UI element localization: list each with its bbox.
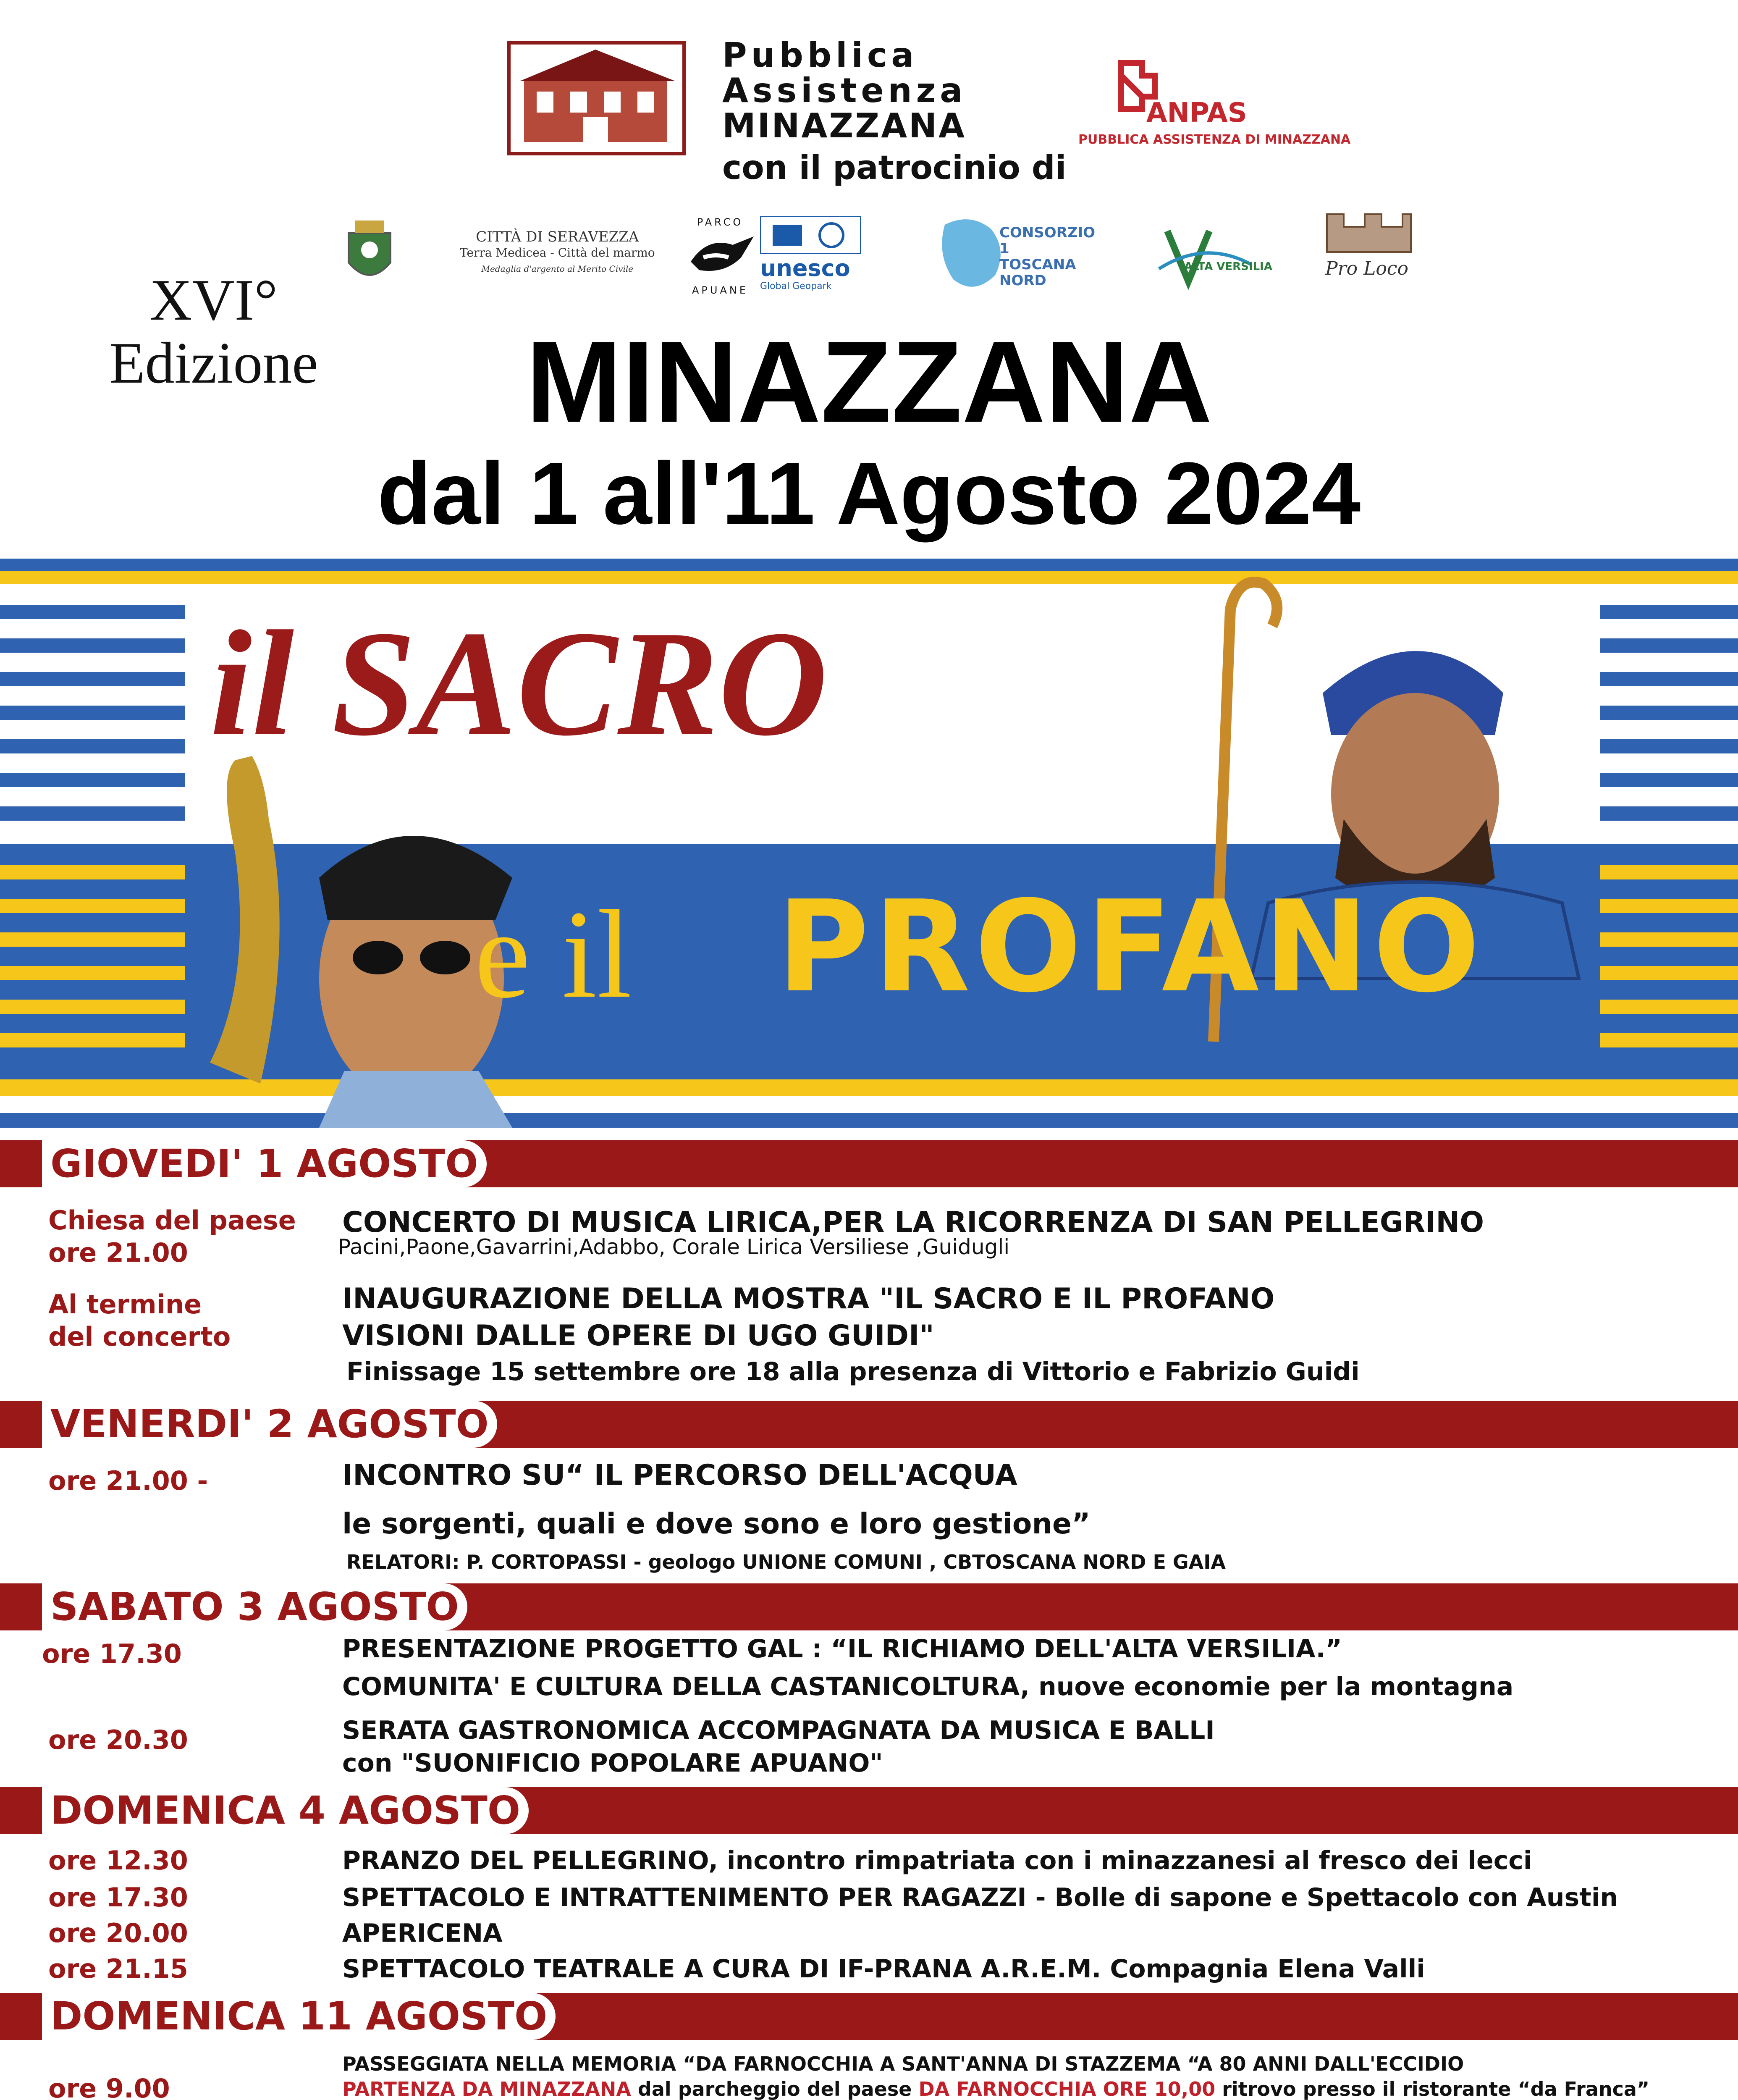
pro-loco-text: Pro Loco [1325, 258, 1408, 279]
day3-event-2b: con "SUONIFICIO POPOLARE APUANO" [342, 1748, 883, 1778]
org-line-3: MINAZZANA [722, 106, 967, 145]
day-label-5: DOMENICA 11 AGOSTO [42, 1993, 556, 2040]
castle-icon [1319, 206, 1415, 256]
day5-partenza: PARTENZA DA MINAZZANA [342, 2078, 631, 2100]
day-label-4: DOMENICA 4 AGOSTO [42, 1787, 529, 1834]
day2-time-1: ore 21.00 - [48, 1465, 208, 1496]
parco-apuane-logo [682, 216, 758, 300]
day4-event-3: APERICENA [342, 1919, 503, 1948]
day5-event-1a: PASSEGGIATA NELLA MEMORIA “DA FARNOCCHIA A SANT'ANNA DI STAZZEMA “A 80 ANNI DALL'ECCIDIO [342, 2053, 1464, 2075]
day-label-1: GIOVEDI' 1 AGOSTO [42, 1140, 487, 1187]
tuscany-map-icon [936, 212, 1008, 296]
consorzio-logo [936, 212, 1096, 296]
day4-time-4: ore 21.15 [48, 1953, 188, 1984]
day-label-2: VENERDI' 2 AGOSTO [42, 1401, 497, 1448]
day4-event-2: SPETTACOLO E INTRATTENIMENTO PER RAGAZZI - Bolle di sapone e Spettacolo con Austin [342, 1883, 1618, 1912]
edition-word: Edizione [109, 331, 318, 396]
day5-time-1: ore 9.00 [48, 2073, 170, 2100]
day4-time-1: ore 12.30 [48, 1845, 188, 1876]
banner-profano: PROFANO [777, 874, 1484, 1020]
day4-time-3: ore 20.00 [48, 1918, 188, 1948]
anpas-subtitle: PUBBLICA ASSISTENZA DI MINAZZANA [1078, 132, 1351, 147]
seravezza-crest-icon [344, 216, 395, 294]
day4-event-1: PRANZO DEL PELLEGRINO, incontro rimpatriata con i minazzanesi al fresco dei lecci [342, 1846, 1532, 1875]
day3-event-2a: SERATA GASTRONOMICA ACCOMPAGNATA DA MUSICA E BALLI [342, 1716, 1215, 1745]
day1-event-2a: INAUGURAZIONE DELLA MOSTRA "IL SACRO E IL PROFANO [342, 1282, 1275, 1315]
consorzio-text: CONSORZIO 1 TOSCANA NORD [999, 224, 1096, 289]
day-header-5 [0, 1993, 1738, 2040]
edition-number: XVI° [149, 268, 278, 333]
day3-time-2: ore 20.30 [48, 1725, 188, 1755]
anpas-brand: ANPAS [1146, 97, 1247, 129]
day2-event-1c: RELATORI: P. CORTOPASSI - geologo UNIONE COMUNI , CBTOSCANA NORD E GAIA [346, 1551, 1226, 1573]
unesco-text: unesco [760, 255, 850, 281]
banner-sacro: il SACRO [210, 599, 828, 767]
day-header-2 [0, 1401, 1738, 1448]
geopark-text: Global Geopark [760, 281, 832, 291]
parco-top: PARCO [697, 216, 744, 228]
patrocinio-text: con il patrocinio di [722, 149, 1067, 187]
unesco-logo [760, 216, 861, 292]
day5-parcheggio: dal parcheggio del paese [631, 2078, 919, 2100]
day5-ritrovo: ritrovo presso il ristorante “da Franca” [1215, 2078, 1650, 2100]
day4-event-4: SPETTACOLO TEATRALE A CURA DI IF-PRANA A.R.E.M. Compagnia Elena Valli [342, 1954, 1425, 1984]
day3-time-1: ore 17.30 [42, 1638, 182, 1669]
day1-time-2a: Al termine [48, 1289, 202, 1320]
day1-time-1: ore 21.00 [48, 1237, 188, 1268]
seravezza-line-2: Terra Medicea - Città del marmo [460, 246, 655, 260]
seravezza-text [460, 229, 655, 277]
org-line-2: Assistenza [722, 71, 967, 110]
alta-versilia-text: ALTA VERSILIA [1184, 260, 1272, 273]
page-title: MINAZZANA [526, 318, 1212, 446]
day5-farnocchia: DA FARNOCCHIA ORE 10,00 [918, 2078, 1216, 2100]
day1-place: Chiesa del paese [48, 1205, 296, 1236]
org-name [722, 38, 967, 144]
unesco-temple-icon [760, 216, 861, 254]
day1-event-2c: Finissage 15 settembre ore 18 alla presenza di Vittorio e Fabrizio Guidi [346, 1357, 1360, 1386]
day2-event-1a: INCONTRO SU“ IL PERCORSO DELL'ACQUA [342, 1459, 1017, 1492]
alta-versilia-logo [1155, 214, 1272, 298]
org-line-1: Pubblica [722, 36, 918, 75]
day-label-3: SABATO 3 AGOSTO [42, 1583, 467, 1630]
alta-versilia-icon [1155, 214, 1256, 298]
seravezza-line-1: CITTÀ DI SERAVEZZA [476, 228, 639, 245]
day-header-3 [0, 1583, 1738, 1630]
day3-event-1b: COMUNITA' E CULTURA DELLA CASTANICOLTURA, nuove economie per la montagna [342, 1672, 1514, 1701]
day1-event-1-sub: Pacini,Paone,Gavarrini,Adabbo, Corale Lirica Versiliese ,Guidugli [338, 1235, 1010, 1259]
pro-loco-logo [1319, 206, 1415, 290]
magpie-icon [682, 228, 758, 283]
banner-e-il: e il [474, 885, 632, 1024]
day5-event-1b [342, 2077, 1649, 2100]
day2-event-1b: le sorgenti, quali e dove sono e loro gestione” [342, 1507, 1091, 1541]
parco-bottom: APUANE [692, 284, 748, 296]
day1-event-2b: VISIONI DALLE OPERE DI UGO GUIDI" [342, 1319, 934, 1352]
day1-event-1: CONCERTO DI MUSICA LIRICA,PER LA RICORRENZA DI SAN PELLEGRINO [342, 1206, 1484, 1239]
day-header-1 [0, 1140, 1738, 1187]
day3-event-1a: PRESENTAZIONE PROGETTO GAL : “IL RICHIAMO DELL'ALTA VERSILIA.” [342, 1634, 1342, 1664]
day-header-4 [0, 1787, 1738, 1834]
day1-time-2b: del concerto [48, 1321, 231, 1352]
pubblica-assistenza-logo [507, 41, 686, 155]
seravezza-line-3: Medaglia d'argento al Merito Civile [481, 264, 634, 274]
day4-time-2: ore 17.30 [48, 1882, 188, 1913]
event-dates: dal 1 all'11 Agosto 2024 [377, 444, 1361, 543]
